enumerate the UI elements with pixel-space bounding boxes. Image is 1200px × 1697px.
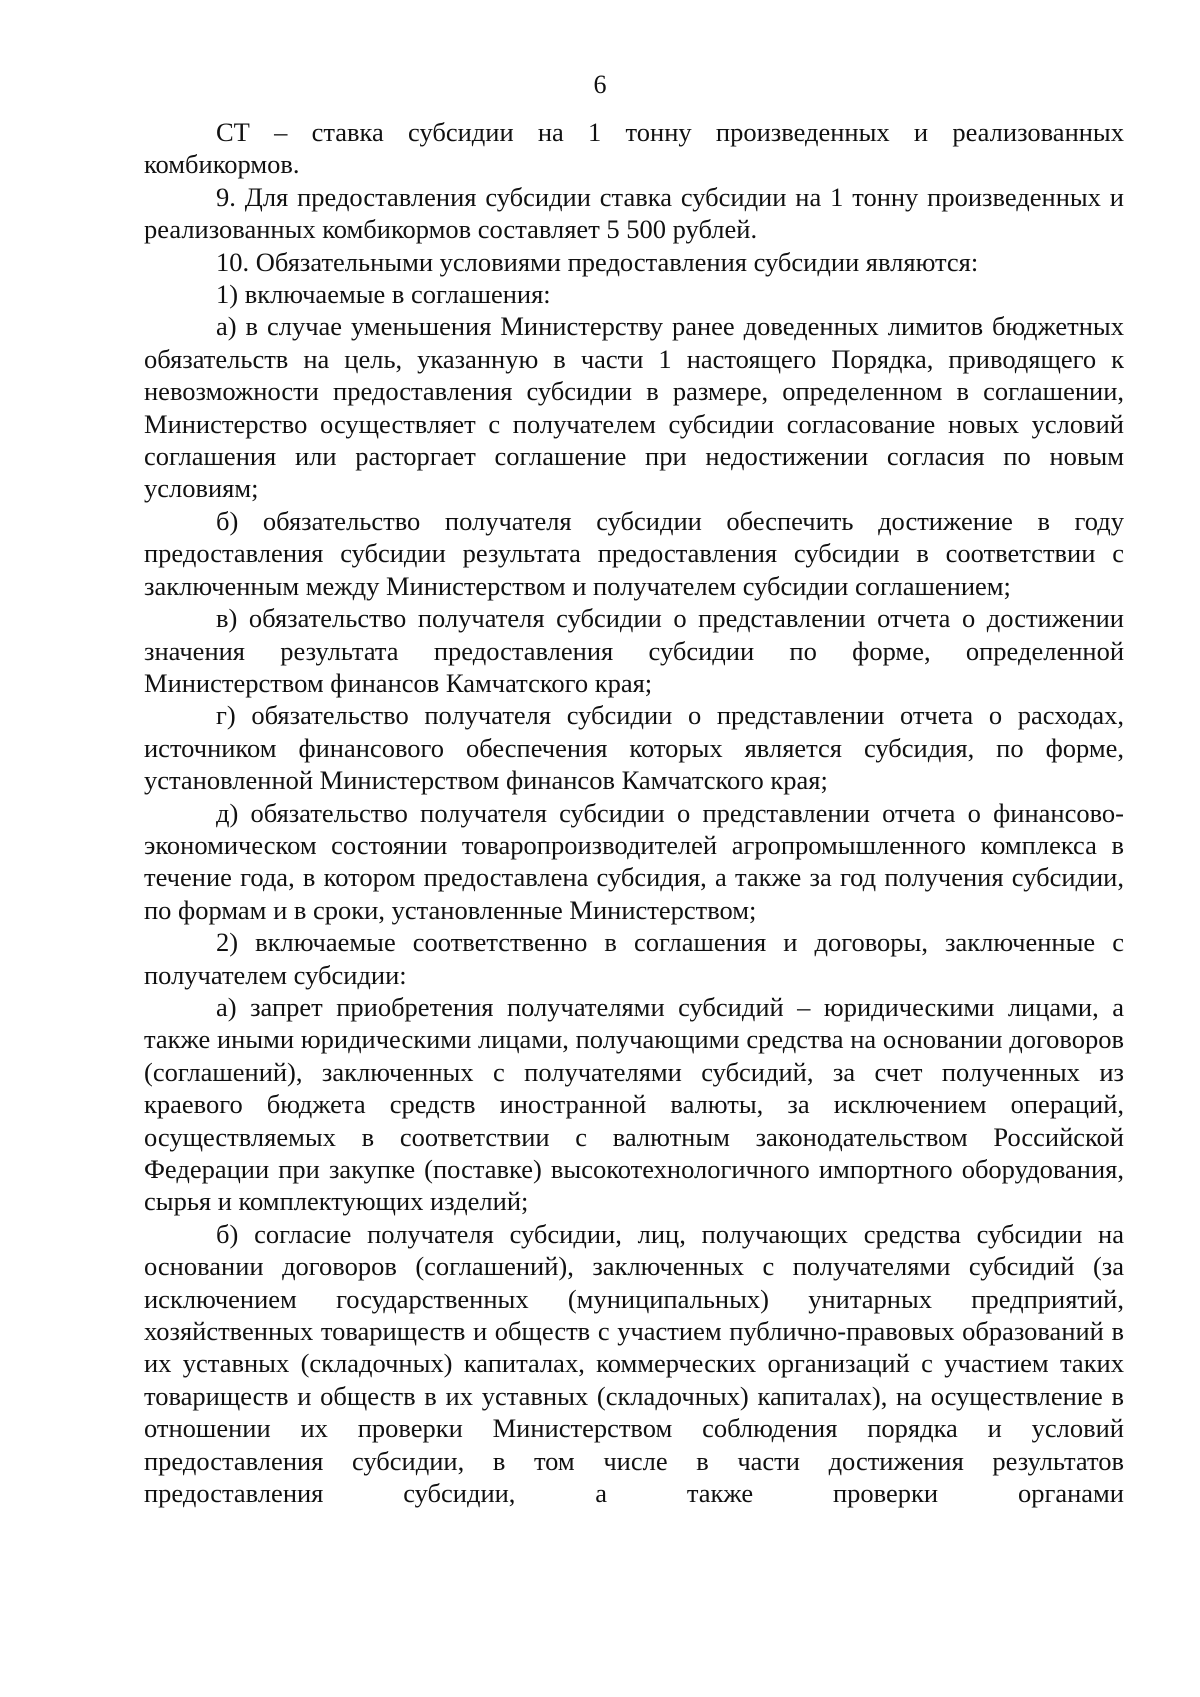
paragraph: г) обязательство получателя субсидии о представлении отчета о расходах, источником финансового обеспечения которых является субсидия, по форме, установленной Министерством финансов Камчатского края; — [144, 700, 1124, 796]
paragraph: д) обязательство получателя субсидии о представлении отчета о финансово-экономическом состоянии товаропроизводителей агропромышленного комплекса в течение года, в котором предоставлена субсидия, а также за год получения субсидии, по формам и в сроки, установленные Министерством; — [144, 797, 1124, 925]
paragraph: а) запрет приобретения получателями субсидий – юридическими лицами, а также иными юридическими лицами, получающими средства на основании договоров (соглашений), заключенных с получателями субсидий, за счет полученных из краевого бюджета средств иностранной валюты, за исключением операций, осуществляемых в соответствии с валютным законодательством Российской Федерации при закупке (поставке) высокотехнологичного импортного оборудования, сырья и комплектующих изделий; — [144, 991, 1124, 1217]
document-body — [144, 116, 1124, 1509]
paragraph: 1) включаемые в соглашения: — [216, 279, 551, 310]
paragraph: а) в случае уменьшения Министерству ранее доведенных лимитов бюджетных обязательств на цель, указанную в части 1 настоящего Порядка, приводящего к невозможности предоставления субсидии в размере, определенном в соглашении, Министерство осуществляет с получателем субсидии согласование новых условий соглашения или расторгает соглашение при недостижении согласия по новым условиям; — [144, 311, 1124, 504]
paragraph: СТ – ставка субсидии на 1 тонну произведенных и реализованных комбикормов. — [144, 117, 1124, 180]
paragraph: б) обязательство получателя субсидии обеспечить достижение в году предоставления субсидии результата предоставления субсидии в соответствии с заключенным между Министерством и получателем субсидии соглашением; — [144, 505, 1124, 601]
paragraph: 2) включаемые соответственно в соглашения и договоры, заключенные с получателем субсидии: — [144, 927, 1124, 990]
paragraph: в) обязательство получателя субсидии о представлении отчета о достижении значения результата предоставления субсидии по форме, определенной Министерством финансов Камчатского края; — [144, 603, 1124, 698]
paragraph: 9. Для предоставления субсидии ставка субсидии на 1 тонну произведенных и реализованных комбикормов составляет 5 500 рублей. — [144, 181, 1124, 245]
page-number: 6 — [593, 70, 607, 99]
paragraph: 10. Обязательными условиями предоставления субсидии являются: — [216, 246, 979, 277]
paragraph: б) согласие получателя субсидии, лиц, получающих средства субсидии на основании договоров (соглашений), заключенных с получателями субсидий (за исключением государственных (муниципальных) унитарных предприятий, хозяйственных товариществ и обществ с участием публично-правовых образований в их уставных (складочных) капиталах, коммерческих организаций с участием таких товариществ и обществ в их уставных (складочных) капиталах), на осуществление в отношении их проверки Министерством соблюдения порядка и условий предоставления субсидии, в том числе в части достижения результатов предоставления субсидии, а также проверки органами — [144, 1218, 1124, 1509]
